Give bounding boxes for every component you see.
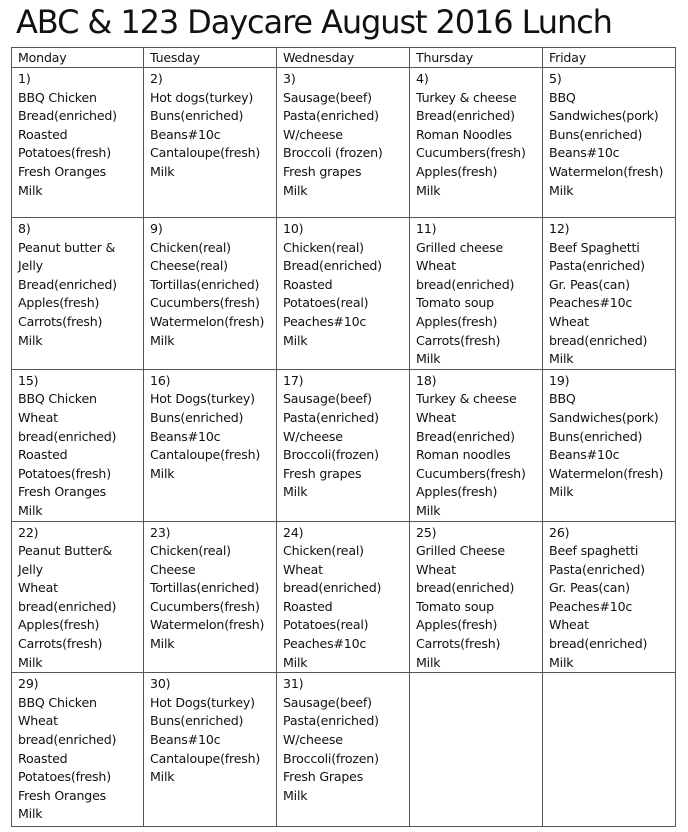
menu-item: Sandwiches(pork) xyxy=(549,108,659,124)
menu-item: Sausage(beef) xyxy=(283,694,372,710)
day-cell-friday xyxy=(543,673,676,827)
week-row xyxy=(12,369,676,521)
menu-item: Milk xyxy=(18,806,43,822)
menu-item: Cheese(real) xyxy=(150,258,228,274)
date-number: 11) xyxy=(416,221,437,236)
day-cell-thursday xyxy=(410,521,543,673)
menu-item: Wheat xyxy=(549,313,589,329)
menu-item: Pasta(enriched) xyxy=(283,108,379,124)
day-cell-monday xyxy=(12,521,144,673)
menu-item: Wheat xyxy=(416,258,456,274)
day-cell-thursday xyxy=(410,68,543,218)
menu-item: Milk xyxy=(283,654,308,670)
menu-item: Watermelon(fresh) xyxy=(549,465,664,481)
menu-item: Roasted xyxy=(283,276,333,292)
menu-item: Pasta(enriched) xyxy=(549,258,645,274)
menu-item: Bread(enriched) xyxy=(283,258,382,274)
day-header-row xyxy=(12,48,676,68)
menu-item: Buns(enriched) xyxy=(549,126,643,142)
day-header-wednesday: Wednesday xyxy=(277,48,410,68)
menu-item: Fresh Oranges xyxy=(18,787,107,803)
day-cell-wednesday xyxy=(277,68,410,218)
menu-item: Milk xyxy=(283,484,308,500)
menu-item: Milk xyxy=(416,351,441,367)
week-row xyxy=(12,68,676,218)
menu-item: Peanut butter & xyxy=(18,239,116,255)
date-number: 8) xyxy=(18,221,31,236)
day-cell-thursday xyxy=(410,673,543,827)
menu-item: Fresh grapes xyxy=(283,163,362,179)
menu-item: Milk xyxy=(416,502,441,518)
menu-item: Fresh Oranges xyxy=(18,163,107,179)
menu-item: Milk xyxy=(18,182,43,198)
day-cell-thursday xyxy=(410,369,543,521)
menu-item: Apples(fresh) xyxy=(416,163,498,179)
menu-item: Tortillas(enriched) xyxy=(150,276,260,292)
menu-item: Peaches#10c xyxy=(549,295,633,311)
day-cell-friday xyxy=(543,369,676,521)
date-number: 16) xyxy=(150,372,171,388)
date-number: 22) xyxy=(18,524,39,540)
menu-item: Carrots(fresh) xyxy=(18,313,103,329)
menu-item: Buns(enriched) xyxy=(150,108,244,124)
day-cell-tuesday xyxy=(144,68,277,218)
menu-item: Bread(enriched) xyxy=(416,428,515,444)
menu-item: bread(enriched) xyxy=(416,276,515,292)
menu-item: Beans#10c xyxy=(150,732,221,748)
menu-item: Potatoes(real) xyxy=(283,295,369,311)
menu-item: Peaches#10c xyxy=(283,313,367,329)
date-number: 23) xyxy=(150,524,171,540)
day-header-thursday: Thursday xyxy=(410,48,543,68)
menu-item: Milk xyxy=(150,636,175,652)
day-cell-tuesday xyxy=(144,673,277,827)
menu-item: Roasted xyxy=(18,126,68,142)
day-cell-friday xyxy=(543,68,676,218)
menu-item: Apples(fresh) xyxy=(18,617,100,633)
menu-item: Carrots(fresh) xyxy=(416,332,501,348)
menu-item: Milk xyxy=(18,332,43,348)
day-header-monday: Monday xyxy=(12,48,144,68)
menu-item: Cucumbers(fresh) xyxy=(150,295,260,311)
menu-item: Roman Noodles xyxy=(416,126,512,142)
menu-item: Roasted xyxy=(283,598,333,614)
menu-item: W/cheese xyxy=(283,126,343,142)
menu-item: Jelly xyxy=(18,258,43,274)
menu-item: Wheat xyxy=(549,617,589,633)
day-cell-friday xyxy=(543,218,676,370)
menu-item: Potatoes(fresh) xyxy=(18,145,111,161)
date-number: 26) xyxy=(549,524,570,540)
menu-item: Milk xyxy=(549,484,574,500)
menu-item: Bread(enriched) xyxy=(18,108,117,124)
menu-item: Buns(enriched) xyxy=(150,409,244,425)
menu-item: Beans#10c xyxy=(549,145,620,161)
menu-item: Carrots(fresh) xyxy=(18,636,103,652)
menu-item: Carrots(fresh) xyxy=(416,636,501,652)
menu-item: Wheat xyxy=(18,409,58,425)
menu-item: Pasta(enriched) xyxy=(283,713,379,729)
menu-item: Chicken(real) xyxy=(150,543,231,559)
menu-item: BBQ xyxy=(549,89,576,105)
menu-item: Chicken(real) xyxy=(283,239,364,255)
menu-item: Peanut Butter& xyxy=(18,543,112,559)
day-cell-tuesday xyxy=(144,218,277,370)
menu-item: Fresh Grapes xyxy=(283,769,364,785)
menu-item: Tomato soup xyxy=(416,295,494,311)
day-header-friday: Friday xyxy=(543,48,676,68)
menu-item: Fresh Oranges xyxy=(18,484,107,500)
menu-item: Milk xyxy=(150,465,175,481)
date-number: 4) xyxy=(416,71,429,86)
menu-item: Cucumbers(fresh) xyxy=(416,145,526,161)
menu-item: bread(enriched) xyxy=(549,332,648,348)
menu-item: Beans#10c xyxy=(150,126,221,142)
day-cell-monday xyxy=(12,218,144,370)
menu-item: Watermelon(fresh) xyxy=(549,163,664,179)
week-row xyxy=(12,673,676,827)
menu-item: Bread(enriched) xyxy=(416,108,515,124)
date-number: 1) xyxy=(18,71,31,86)
menu-item: Chicken(real) xyxy=(150,239,231,255)
menu-item: Beans#10c xyxy=(549,447,620,463)
menu-item: Cheese xyxy=(150,561,196,577)
menu-item: Gr. Peas(can) xyxy=(549,580,630,596)
day-cell-monday xyxy=(12,68,144,218)
menu-item: Beef spaghetti xyxy=(549,543,639,559)
menu-item: Wheat xyxy=(283,561,323,577)
menu-item: Milk xyxy=(416,182,441,198)
menu-item: Sausage(beef) xyxy=(283,391,372,407)
menu-item: Turkey & cheese xyxy=(416,89,517,105)
menu-item: Roman noodles xyxy=(416,447,511,463)
menu-item: Milk xyxy=(549,182,574,198)
date-number: 12) xyxy=(549,221,570,236)
menu-item: Sausage(beef) xyxy=(283,89,372,105)
date-number: 9) xyxy=(150,221,163,236)
menu-item: Bread(enriched) xyxy=(18,276,117,292)
day-cell-tuesday xyxy=(144,521,277,673)
menu-item: Peaches#10c xyxy=(283,636,367,652)
menu-item: Jelly xyxy=(18,561,43,577)
menu-item: Gr. Peas(can) xyxy=(549,276,630,292)
menu-item: Sandwiches(pork) xyxy=(549,409,659,425)
day-cell-wednesday xyxy=(277,521,410,673)
menu-item: Beef Spaghetti xyxy=(549,239,640,255)
day-cell-wednesday xyxy=(277,673,410,827)
lunch-menu-table xyxy=(11,47,676,827)
menu-item: W/cheese xyxy=(283,428,343,444)
menu-item: Milk xyxy=(150,163,175,179)
menu-item: Roasted xyxy=(18,750,68,766)
menu-item: Milk xyxy=(150,769,175,785)
menu-item: Milk xyxy=(283,787,308,803)
menu-item: Pasta(enriched) xyxy=(549,561,645,577)
menu-item: Milk xyxy=(549,654,574,670)
menu-item: Potatoes(fresh) xyxy=(18,465,111,481)
menu-item: bread(enriched) xyxy=(416,580,515,596)
date-number: 29) xyxy=(18,676,39,692)
menu-item: BBQ Chicken xyxy=(18,89,97,105)
day-cell-friday xyxy=(543,521,676,673)
menu-item: Apples(fresh) xyxy=(416,617,498,633)
menu-item: BBQ Chicken xyxy=(18,694,97,710)
date-number: 31) xyxy=(283,676,304,692)
day-cell-tuesday xyxy=(144,369,277,521)
menu-item: Broccoli(frozen) xyxy=(283,750,379,766)
date-number: 30) xyxy=(150,676,171,692)
menu-item: Milk xyxy=(416,654,441,670)
menu-item: Milk xyxy=(283,332,308,348)
menu-item: Tomato soup xyxy=(416,598,494,614)
menu-item: Fresh grapes xyxy=(283,465,362,481)
menu-item: Apples(fresh) xyxy=(416,484,498,500)
menu-item: BBQ Chicken xyxy=(18,391,97,407)
menu-item: Milk xyxy=(18,502,43,518)
menu-item: Buns(enriched) xyxy=(549,428,643,444)
menu-item: Wheat xyxy=(18,580,58,596)
menu-item: Hot Dogs(turkey) xyxy=(150,391,255,407)
date-number: 17) xyxy=(283,372,304,388)
menu-item: Cucumbers(fresh) xyxy=(150,598,260,614)
menu-item: bread(enriched) xyxy=(283,580,382,596)
menu-item: bread(enriched) xyxy=(18,732,117,748)
menu-item: Milk xyxy=(283,182,308,198)
menu-body xyxy=(12,68,676,827)
menu-item: Apples(fresh) xyxy=(18,295,100,311)
date-number: 24) xyxy=(283,524,304,540)
menu-item: Tortillas(enriched) xyxy=(150,580,260,596)
menu-item: Milk xyxy=(150,332,175,348)
menu-item: Wheat xyxy=(416,409,456,425)
menu-item: Roasted xyxy=(18,447,68,463)
menu-item: Hot dogs(turkey) xyxy=(150,89,254,105)
week-row xyxy=(12,218,676,370)
menu-item: Cantaloupe(fresh) xyxy=(150,447,261,463)
menu-item: Potatoes(real) xyxy=(283,617,369,633)
menu-item: Milk xyxy=(549,351,574,367)
day-cell-monday xyxy=(12,369,144,521)
menu-item: Grilled Cheese xyxy=(416,543,505,559)
menu-item: bread(enriched) xyxy=(18,428,117,444)
day-cell-monday xyxy=(12,673,144,827)
day-cell-wednesday xyxy=(277,369,410,521)
week-row xyxy=(12,521,676,673)
menu-item: Broccoli(frozen) xyxy=(283,447,379,463)
date-number: 3) xyxy=(283,71,296,86)
date-number: 5) xyxy=(549,71,562,86)
date-number: 2) xyxy=(150,71,163,86)
menu-item: Milk xyxy=(18,654,43,670)
date-number: 10) xyxy=(283,221,304,236)
menu-item: Cantaloupe(fresh) xyxy=(150,145,261,161)
menu-item: Peaches#10c xyxy=(549,598,633,614)
menu-item: Pasta(enriched) xyxy=(283,409,379,425)
menu-item: Wheat xyxy=(18,713,58,729)
menu-item: Hot Dogs(turkey) xyxy=(150,694,255,710)
day-header-tuesday: Tuesday xyxy=(144,48,277,68)
menu-item: Watermelon(fresh) xyxy=(150,313,265,329)
menu-item: Apples(fresh) xyxy=(416,313,498,329)
menu-item: Potatoes(fresh) xyxy=(18,769,111,785)
date-number: 25) xyxy=(416,524,437,540)
menu-item: Cantaloupe(fresh) xyxy=(150,750,261,766)
menu-item: Grilled cheese xyxy=(416,239,504,255)
menu-item: bread(enriched) xyxy=(549,636,648,652)
menu-item: Broccoli (frozen) xyxy=(283,145,383,161)
menu-item: W/cheese xyxy=(283,732,343,748)
menu-item: Watermelon(fresh) xyxy=(150,617,265,633)
menu-item: Turkey & cheese xyxy=(416,391,517,407)
menu-item: bread(enriched) xyxy=(18,598,117,614)
page-title: ABC & 123 Daycare August 2016 Lunch xyxy=(16,3,612,41)
date-number: 15) xyxy=(18,372,39,388)
day-cell-wednesday xyxy=(277,218,410,370)
date-number: 18) xyxy=(416,372,437,388)
menu-item: BBQ xyxy=(549,391,576,407)
menu-item: Chicken(real) xyxy=(283,543,364,559)
day-cell-thursday xyxy=(410,218,543,370)
menu-item: Cucumbers(fresh) xyxy=(416,465,526,481)
date-number: 19) xyxy=(549,372,570,388)
menu-item: Beans#10c xyxy=(150,428,221,444)
menu-item: Buns(enriched) xyxy=(150,713,244,729)
menu-item: Wheat xyxy=(416,561,456,577)
